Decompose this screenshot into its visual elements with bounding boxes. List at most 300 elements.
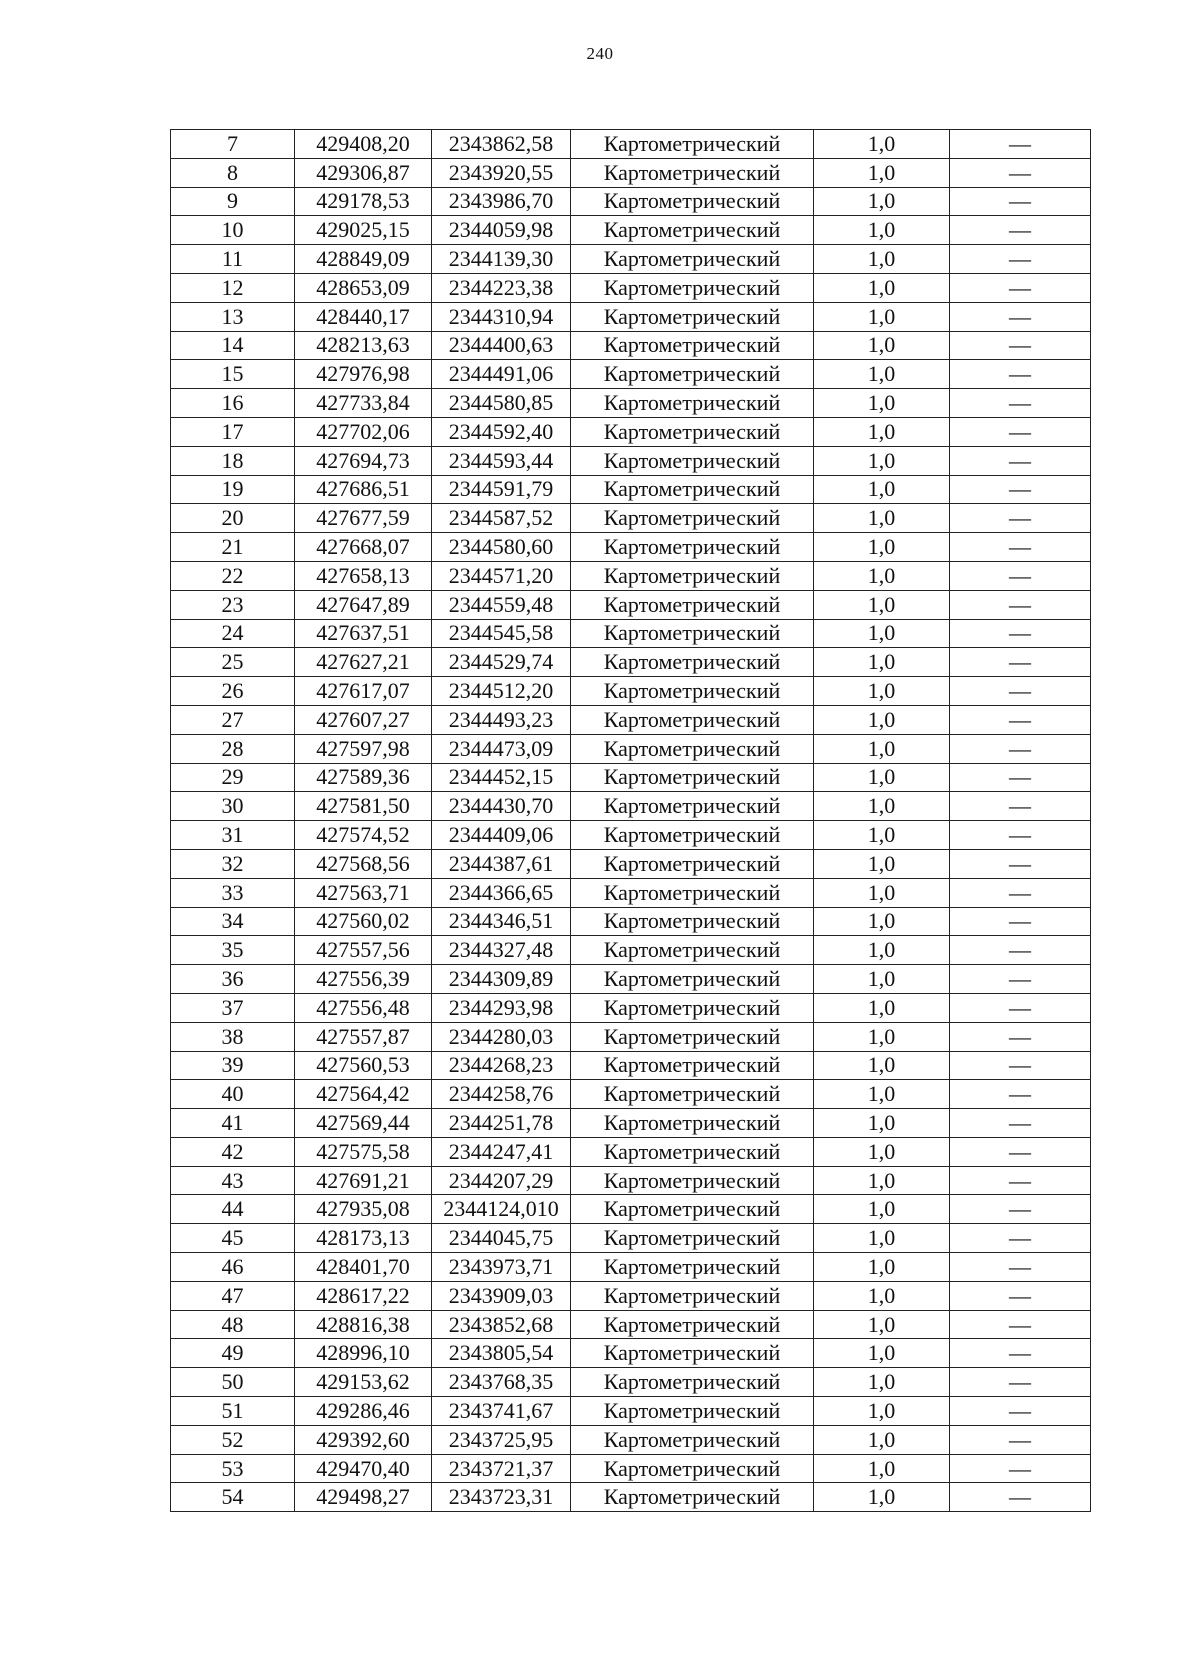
point-number-cell: 28 (171, 734, 295, 763)
note-cell: — (950, 187, 1091, 216)
method-cell: Картометрический (571, 763, 814, 792)
note-cell: — (950, 1368, 1091, 1397)
table-row (171, 705, 1091, 734)
accuracy-cell: 1,0 (814, 1281, 950, 1310)
note-cell: — (950, 158, 1091, 187)
accuracy-cell: 1,0 (814, 273, 950, 302)
method-cell: Картометрический (571, 1137, 814, 1166)
table-row (171, 475, 1091, 504)
note-cell: — (950, 1310, 1091, 1339)
accuracy-cell: 1,0 (814, 1224, 950, 1253)
x-coordinate-cell: 429498,27 (295, 1483, 432, 1512)
accuracy-cell: 1,0 (814, 821, 950, 850)
x-coordinate-cell: 427557,56 (295, 936, 432, 965)
accuracy-cell: 1,0 (814, 187, 950, 216)
method-cell: Картометрический (571, 878, 814, 907)
note-cell: — (950, 734, 1091, 763)
note-cell: — (950, 1253, 1091, 1282)
table-row (171, 504, 1091, 533)
accuracy-cell: 1,0 (814, 504, 950, 533)
table-row (171, 1454, 1091, 1483)
note-cell: — (950, 1281, 1091, 1310)
method-cell: Картометрический (571, 1109, 814, 1138)
table-row (171, 1109, 1091, 1138)
note-cell: — (950, 878, 1091, 907)
note-cell: — (950, 792, 1091, 821)
note-cell: — (950, 1166, 1091, 1195)
table-row (171, 1368, 1091, 1397)
y-coordinate-cell: 2344592,40 (432, 417, 571, 446)
table-row (171, 1310, 1091, 1339)
table-row (171, 1253, 1091, 1282)
y-coordinate-cell: 2344593,44 (432, 446, 571, 475)
point-number-cell: 27 (171, 705, 295, 734)
table-row (171, 389, 1091, 418)
accuracy-cell: 1,0 (814, 1339, 950, 1368)
y-coordinate-cell: 2344580,60 (432, 533, 571, 562)
table-row (171, 763, 1091, 792)
x-coordinate-cell: 427568,56 (295, 849, 432, 878)
point-number-cell: 37 (171, 993, 295, 1022)
point-number-cell: 23 (171, 590, 295, 619)
x-coordinate-cell: 429178,53 (295, 187, 432, 216)
method-cell: Картометрический (571, 1080, 814, 1109)
y-coordinate-cell: 2344559,48 (432, 590, 571, 619)
x-coordinate-cell: 428173,13 (295, 1224, 432, 1253)
accuracy-cell: 1,0 (814, 1253, 950, 1282)
y-coordinate-cell: 2343805,54 (432, 1339, 571, 1368)
y-coordinate-cell: 2344591,79 (432, 475, 571, 504)
accuracy-cell: 1,0 (814, 1425, 950, 1454)
note-cell: — (950, 1454, 1091, 1483)
accuracy-cell: 1,0 (814, 1109, 950, 1138)
table-row (171, 1166, 1091, 1195)
note-cell: — (950, 936, 1091, 965)
x-coordinate-cell: 427637,51 (295, 619, 432, 648)
accuracy-cell: 1,0 (814, 1397, 950, 1426)
point-number-cell: 41 (171, 1109, 295, 1138)
note-cell: — (950, 965, 1091, 994)
point-number-cell: 9 (171, 187, 295, 216)
accuracy-cell: 1,0 (814, 677, 950, 706)
note-cell: — (950, 1425, 1091, 1454)
y-coordinate-cell: 2344309,89 (432, 965, 571, 994)
accuracy-cell: 1,0 (814, 1483, 950, 1512)
y-coordinate-cell: 2344247,41 (432, 1137, 571, 1166)
y-coordinate-cell: 2344310,94 (432, 302, 571, 331)
point-number-cell: 15 (171, 360, 295, 389)
y-coordinate-cell: 2343920,55 (432, 158, 571, 187)
note-cell: — (950, 1195, 1091, 1224)
accuracy-cell: 1,0 (814, 216, 950, 245)
table-row (171, 648, 1091, 677)
point-number-cell: 46 (171, 1253, 295, 1282)
accuracy-cell: 1,0 (814, 1080, 950, 1109)
note-cell: — (950, 1224, 1091, 1253)
method-cell: Картометрический (571, 446, 814, 475)
y-coordinate-cell: 2344387,61 (432, 849, 571, 878)
point-number-cell: 54 (171, 1483, 295, 1512)
coordinates-table (170, 129, 1091, 1512)
note-cell: — (950, 561, 1091, 590)
y-coordinate-cell: 2344545,58 (432, 619, 571, 648)
y-coordinate-cell: 2344207,29 (432, 1166, 571, 1195)
point-number-cell: 51 (171, 1397, 295, 1426)
y-coordinate-cell: 2344409,06 (432, 821, 571, 850)
method-cell: Картометрический (571, 360, 814, 389)
accuracy-cell: 1,0 (814, 158, 950, 187)
y-coordinate-cell: 2344400,63 (432, 331, 571, 360)
table-row (171, 1339, 1091, 1368)
method-cell: Картометрический (571, 187, 814, 216)
method-cell: Картометрический (571, 475, 814, 504)
table-row (171, 216, 1091, 245)
table-row (171, 360, 1091, 389)
x-coordinate-cell: 427575,58 (295, 1137, 432, 1166)
note-cell: — (950, 331, 1091, 360)
method-cell: Картометрический (571, 705, 814, 734)
method-cell: Картометрический (571, 1454, 814, 1483)
x-coordinate-cell: 428849,09 (295, 245, 432, 274)
y-coordinate-cell: 2344293,98 (432, 993, 571, 1022)
point-number-cell: 44 (171, 1195, 295, 1224)
method-cell: Картометрический (571, 734, 814, 763)
point-number-cell: 53 (171, 1454, 295, 1483)
note-cell: — (950, 446, 1091, 475)
accuracy-cell: 1,0 (814, 648, 950, 677)
note-cell: — (950, 1080, 1091, 1109)
x-coordinate-cell: 427935,08 (295, 1195, 432, 1224)
note-cell: — (950, 648, 1091, 677)
table-row (171, 590, 1091, 619)
accuracy-cell: 1,0 (814, 302, 950, 331)
accuracy-cell: 1,0 (814, 993, 950, 1022)
table-row (171, 821, 1091, 850)
y-coordinate-cell: 2344491,06 (432, 360, 571, 389)
point-number-cell: 14 (171, 331, 295, 360)
accuracy-cell: 1,0 (814, 1022, 950, 1051)
note-cell: — (950, 273, 1091, 302)
point-number-cell: 12 (171, 273, 295, 302)
point-number-cell: 40 (171, 1080, 295, 1109)
note-cell: — (950, 705, 1091, 734)
point-number-cell: 17 (171, 417, 295, 446)
method-cell: Картометрический (571, 1051, 814, 1080)
y-coordinate-cell: 2344430,70 (432, 792, 571, 821)
table-row (171, 1195, 1091, 1224)
table-row (171, 331, 1091, 360)
note-cell: — (950, 360, 1091, 389)
accuracy-cell: 1,0 (814, 475, 950, 504)
y-coordinate-cell: 2343725,95 (432, 1425, 571, 1454)
y-coordinate-cell: 2343909,03 (432, 1281, 571, 1310)
y-coordinate-cell: 2344493,23 (432, 705, 571, 734)
accuracy-cell: 1,0 (814, 849, 950, 878)
method-cell: Картометрический (571, 993, 814, 1022)
y-coordinate-cell: 2344512,20 (432, 677, 571, 706)
note-cell: — (950, 993, 1091, 1022)
point-number-cell: 18 (171, 446, 295, 475)
y-coordinate-cell: 2343721,37 (432, 1454, 571, 1483)
x-coordinate-cell: 428401,70 (295, 1253, 432, 1282)
point-number-cell: 29 (171, 763, 295, 792)
y-coordinate-cell: 2344124,010 (432, 1195, 571, 1224)
note-cell: — (950, 677, 1091, 706)
accuracy-cell: 1,0 (814, 130, 950, 159)
x-coordinate-cell: 427607,27 (295, 705, 432, 734)
point-number-cell: 26 (171, 677, 295, 706)
point-number-cell: 10 (171, 216, 295, 245)
table-row (171, 677, 1091, 706)
x-coordinate-cell: 427691,21 (295, 1166, 432, 1195)
point-number-cell: 20 (171, 504, 295, 533)
note-cell: — (950, 619, 1091, 648)
table-row (171, 1281, 1091, 1310)
y-coordinate-cell: 2344258,76 (432, 1080, 571, 1109)
note-cell: — (950, 849, 1091, 878)
method-cell: Картометрический (571, 1022, 814, 1051)
accuracy-cell: 1,0 (814, 389, 950, 418)
table-row (171, 1397, 1091, 1426)
note-cell: — (950, 389, 1091, 418)
point-number-cell: 25 (171, 648, 295, 677)
accuracy-cell: 1,0 (814, 1310, 950, 1339)
x-coordinate-cell: 427668,07 (295, 533, 432, 562)
table-row (171, 302, 1091, 331)
method-cell: Картометрический (571, 590, 814, 619)
table-row (171, 907, 1091, 936)
note-cell: — (950, 302, 1091, 331)
accuracy-cell: 1,0 (814, 446, 950, 475)
y-coordinate-cell: 2343852,68 (432, 1310, 571, 1339)
x-coordinate-cell: 427556,39 (295, 965, 432, 994)
x-coordinate-cell: 428617,22 (295, 1281, 432, 1310)
point-number-cell: 19 (171, 475, 295, 504)
y-coordinate-cell: 2344059,98 (432, 216, 571, 245)
point-number-cell: 24 (171, 619, 295, 648)
table-row (171, 130, 1091, 159)
note-cell: — (950, 1397, 1091, 1426)
accuracy-cell: 1,0 (814, 331, 950, 360)
point-number-cell: 42 (171, 1137, 295, 1166)
method-cell: Картометрический (571, 648, 814, 677)
y-coordinate-cell: 2344529,74 (432, 648, 571, 677)
y-coordinate-cell: 2344280,03 (432, 1022, 571, 1051)
x-coordinate-cell: 429470,40 (295, 1454, 432, 1483)
table-row (171, 1425, 1091, 1454)
x-coordinate-cell: 428213,63 (295, 331, 432, 360)
y-coordinate-cell: 2344452,15 (432, 763, 571, 792)
method-cell: Картометрический (571, 245, 814, 274)
table-row (171, 446, 1091, 475)
x-coordinate-cell: 429025,15 (295, 216, 432, 245)
accuracy-cell: 1,0 (814, 936, 950, 965)
x-coordinate-cell: 427581,50 (295, 792, 432, 821)
accuracy-cell: 1,0 (814, 245, 950, 274)
method-cell: Картометрический (571, 965, 814, 994)
accuracy-cell: 1,0 (814, 1166, 950, 1195)
x-coordinate-cell: 427560,53 (295, 1051, 432, 1080)
point-number-cell: 52 (171, 1425, 295, 1454)
y-coordinate-cell: 2344327,48 (432, 936, 571, 965)
method-cell: Картометрический (571, 821, 814, 850)
accuracy-cell: 1,0 (814, 360, 950, 389)
x-coordinate-cell: 429408,20 (295, 130, 432, 159)
point-number-cell: 48 (171, 1310, 295, 1339)
method-cell: Картометрический (571, 417, 814, 446)
x-coordinate-cell: 428653,09 (295, 273, 432, 302)
point-number-cell: 50 (171, 1368, 295, 1397)
table-row (171, 158, 1091, 187)
accuracy-cell: 1,0 (814, 907, 950, 936)
note-cell: — (950, 821, 1091, 850)
method-cell: Картометрический (571, 1195, 814, 1224)
y-coordinate-cell: 2344571,20 (432, 561, 571, 590)
accuracy-cell: 1,0 (814, 590, 950, 619)
point-number-cell: 43 (171, 1166, 295, 1195)
x-coordinate-cell: 429392,60 (295, 1425, 432, 1454)
x-coordinate-cell: 428440,17 (295, 302, 432, 331)
method-cell: Картометрический (571, 1310, 814, 1339)
coordinates-table-body (171, 130, 1091, 1512)
y-coordinate-cell: 2344473,09 (432, 734, 571, 763)
table-row (171, 993, 1091, 1022)
x-coordinate-cell: 427597,98 (295, 734, 432, 763)
accuracy-cell: 1,0 (814, 792, 950, 821)
x-coordinate-cell: 427647,89 (295, 590, 432, 619)
method-cell: Картометрический (571, 1483, 814, 1512)
method-cell: Картометрический (571, 677, 814, 706)
y-coordinate-cell: 2343768,35 (432, 1368, 571, 1397)
x-coordinate-cell: 427569,44 (295, 1109, 432, 1138)
table-row (171, 245, 1091, 274)
x-coordinate-cell: 427574,52 (295, 821, 432, 850)
accuracy-cell: 1,0 (814, 1137, 950, 1166)
method-cell: Картометрический (571, 1281, 814, 1310)
point-number-cell: 8 (171, 158, 295, 187)
accuracy-cell: 1,0 (814, 619, 950, 648)
table-row (171, 417, 1091, 446)
accuracy-cell: 1,0 (814, 734, 950, 763)
table-row (171, 792, 1091, 821)
table-row (171, 561, 1091, 590)
x-coordinate-cell: 427677,59 (295, 504, 432, 533)
x-coordinate-cell: 427627,21 (295, 648, 432, 677)
note-cell: — (950, 763, 1091, 792)
x-coordinate-cell: 428996,10 (295, 1339, 432, 1368)
x-coordinate-cell: 427589,36 (295, 763, 432, 792)
accuracy-cell: 1,0 (814, 878, 950, 907)
table-row (171, 849, 1091, 878)
x-coordinate-cell: 427560,02 (295, 907, 432, 936)
table-row (171, 1051, 1091, 1080)
table-row (171, 1080, 1091, 1109)
method-cell: Картометрический (571, 907, 814, 936)
y-coordinate-cell: 2344366,65 (432, 878, 571, 907)
note-cell: — (950, 907, 1091, 936)
x-coordinate-cell: 427733,84 (295, 389, 432, 418)
table-row (171, 936, 1091, 965)
method-cell: Картометрический (571, 389, 814, 418)
accuracy-cell: 1,0 (814, 763, 950, 792)
note-cell: — (950, 475, 1091, 504)
method-cell: Картометрический (571, 533, 814, 562)
x-coordinate-cell: 429306,87 (295, 158, 432, 187)
x-coordinate-cell: 427564,42 (295, 1080, 432, 1109)
note-cell: — (950, 1022, 1091, 1051)
x-coordinate-cell: 427557,87 (295, 1022, 432, 1051)
y-coordinate-cell: 2344251,78 (432, 1109, 571, 1138)
note-cell: — (950, 1339, 1091, 1368)
method-cell: Картометрический (571, 1339, 814, 1368)
method-cell: Картометрический (571, 158, 814, 187)
accuracy-cell: 1,0 (814, 1454, 950, 1483)
accuracy-cell: 1,0 (814, 533, 950, 562)
point-number-cell: 11 (171, 245, 295, 274)
method-cell: Картометрический (571, 561, 814, 590)
table-row (171, 533, 1091, 562)
x-coordinate-cell: 427686,51 (295, 475, 432, 504)
x-coordinate-cell: 427556,48 (295, 993, 432, 1022)
table-row (171, 619, 1091, 648)
table-row (171, 878, 1091, 907)
note-cell: — (950, 216, 1091, 245)
method-cell: Картометрический (571, 331, 814, 360)
method-cell: Картометрический (571, 504, 814, 533)
accuracy-cell: 1,0 (814, 417, 950, 446)
y-coordinate-cell: 2343986,70 (432, 187, 571, 216)
point-number-cell: 49 (171, 1339, 295, 1368)
table-row (171, 1022, 1091, 1051)
point-number-cell: 47 (171, 1281, 295, 1310)
accuracy-cell: 1,0 (814, 1195, 950, 1224)
y-coordinate-cell: 2344346,51 (432, 907, 571, 936)
point-number-cell: 34 (171, 907, 295, 936)
point-number-cell: 13 (171, 302, 295, 331)
point-number-cell: 32 (171, 849, 295, 878)
note-cell: — (950, 533, 1091, 562)
note-cell: — (950, 1109, 1091, 1138)
note-cell: — (950, 1137, 1091, 1166)
x-coordinate-cell: 427658,13 (295, 561, 432, 590)
table-row (171, 734, 1091, 763)
y-coordinate-cell: 2344139,30 (432, 245, 571, 274)
accuracy-cell: 1,0 (814, 965, 950, 994)
note-cell: — (950, 417, 1091, 446)
note-cell: — (950, 245, 1091, 274)
point-number-cell: 7 (171, 130, 295, 159)
x-coordinate-cell: 428816,38 (295, 1310, 432, 1339)
table-row (171, 187, 1091, 216)
x-coordinate-cell: 429286,46 (295, 1397, 432, 1426)
method-cell: Картометрический (571, 1253, 814, 1282)
method-cell: Картометрический (571, 130, 814, 159)
method-cell: Картометрический (571, 936, 814, 965)
method-cell: Картометрический (571, 619, 814, 648)
method-cell: Картометрический (571, 302, 814, 331)
y-coordinate-cell: 2344223,38 (432, 273, 571, 302)
accuracy-cell: 1,0 (814, 1368, 950, 1397)
x-coordinate-cell: 427617,07 (295, 677, 432, 706)
point-number-cell: 22 (171, 561, 295, 590)
point-number-cell: 31 (171, 821, 295, 850)
point-number-cell: 21 (171, 533, 295, 562)
table-row (171, 1483, 1091, 1512)
note-cell: — (950, 504, 1091, 533)
note-cell: — (950, 1051, 1091, 1080)
y-coordinate-cell: 2343862,58 (432, 130, 571, 159)
y-coordinate-cell: 2343973,71 (432, 1253, 571, 1282)
